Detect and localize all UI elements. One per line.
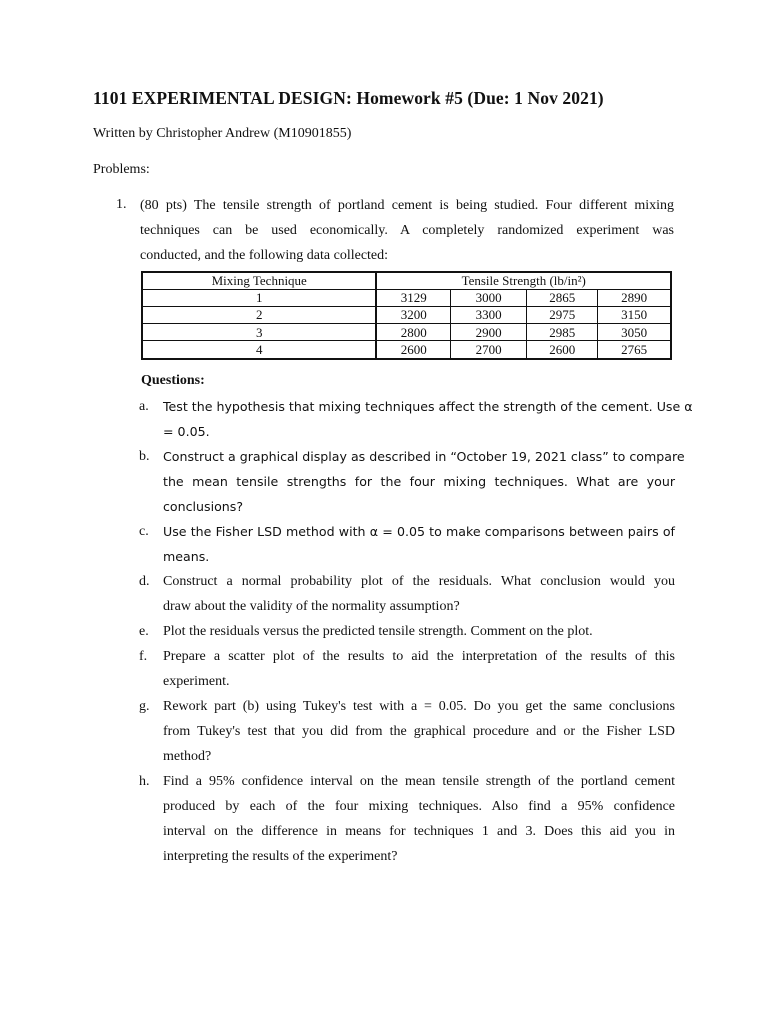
problem-line: conducted, and the following data collected: [140, 248, 389, 263]
question-item [139, 619, 675, 644]
cell-tensile-value: 3200 [376, 306, 450, 323]
question-line: produced by each of the four mixing techniques. Also find a 95% confidence [163, 799, 675, 814]
question-line: Prepare a scatter plot of the results to aid the interpretation of the results of this [163, 649, 675, 664]
question-line: Rework part (b) using Tukey's test with a = 0.05. Do you get the same conclusions [163, 699, 675, 714]
cell-tensile-value: 3129 [376, 289, 450, 306]
question-line: from Tukey's test that you did from the graphical procedure and or the Fisher LSD [163, 724, 675, 739]
table-row [143, 324, 670, 341]
question-letter: e. [139, 624, 149, 639]
question-letter: g. [139, 699, 150, 714]
cell-tensile-value: 2985 [527, 324, 598, 341]
question-line: experiment. [163, 674, 230, 689]
cell-tensile-value: 2765 [621, 342, 648, 358]
question-line: Construct a normal probability plot of the residuals. What conclusion would you [163, 574, 675, 589]
cell-tensile-value: 3300 [451, 306, 527, 323]
question-text [163, 569, 675, 619]
problems-label: Problems: [93, 162, 150, 177]
problem-line: (80 pts) The tensile strength of portland cement is being studied. Four different mixing [140, 198, 674, 213]
cell-technique: 3 [143, 324, 376, 341]
question-letter: f. [139, 649, 148, 664]
question-line: conclusions? [163, 499, 244, 514]
table-body [143, 289, 670, 358]
cell-tensile-value: 2700 [451, 341, 527, 358]
cell-tensile-value: 2865 [527, 289, 598, 306]
question-letter: b. [139, 449, 150, 464]
question-text [163, 444, 685, 519]
problem-line: techniques can be used economically. A completely randomized experiment was [140, 223, 674, 238]
problem-statement [140, 193, 674, 268]
question-item [139, 444, 685, 519]
table-row [143, 289, 670, 306]
question-letter: a. [139, 399, 149, 414]
cell-tensile-value: 3000 [451, 289, 527, 306]
question-text [163, 619, 675, 644]
question-line: the mean tensile strengths for the four mixing techniques. What are your [163, 474, 675, 489]
question-letter: d. [139, 574, 150, 589]
question-line: Use the Fisher LSD method with α = 0.05 to make comparisons between pairs of [163, 524, 675, 539]
question-text [163, 644, 675, 694]
header-tensile-strength: Tensile Strength (lb/in²) [376, 273, 670, 289]
document-title: 1101 EXPERIMENTAL DESIGN: Homework #5 (Due: 1 Nov 2021) [93, 88, 604, 108]
question-line: Test the hypothesis that mixing techniques affect the strength of the cement. Use α [163, 399, 693, 414]
question-line: interval on the difference in means for techniques 1 and 3. Does this aid you in [163, 824, 675, 839]
question-text [163, 769, 675, 869]
question-line: Construct a graphical display as described in “October 19, 2021 class” to compare [163, 449, 685, 464]
data-table [143, 273, 670, 358]
table-row [143, 341, 670, 358]
problem-number: 1. [116, 197, 127, 212]
question-line: = 0.05. [163, 424, 210, 439]
question-text [163, 394, 693, 444]
question-item [139, 569, 675, 619]
table-row [143, 306, 670, 323]
question-line: interpreting the results of the experiment? [163, 849, 398, 864]
question-item [139, 694, 675, 769]
question-text [163, 519, 675, 569]
questions-label: Questions: [141, 373, 205, 388]
question-letter: h. [139, 774, 150, 789]
cell-tensile-value: 2900 [451, 324, 527, 341]
question-item [139, 769, 675, 869]
question-text [163, 694, 675, 769]
question-line: Find a 95% confidence interval on the mean tensile strength of the portland cement [163, 774, 675, 789]
questions-list [139, 394, 693, 869]
question-item [139, 644, 675, 694]
question-line: means. [163, 549, 210, 564]
cell-tensile-value: 3150 [598, 306, 670, 323]
cell-tensile-value: 2975 [527, 306, 598, 323]
question-line: method? [163, 749, 212, 764]
question-letter: c. [139, 524, 149, 539]
question-item [139, 394, 693, 444]
data-table-frame [141, 271, 672, 360]
author-line: Written by Christopher Andrew (M10901855) [93, 126, 352, 141]
cell-technique: 1 [143, 289, 376, 306]
cell-tensile-value: 2600 [376, 341, 450, 358]
cell-technique: 2 [143, 306, 376, 323]
header-mixing-technique: Mixing Technique [143, 273, 376, 289]
cell-tensile-value: 2890 [598, 289, 670, 306]
question-line: Plot the residuals versus the predicted tensile strength. Comment on the plot. [163, 624, 593, 639]
cell-technique: 4 [143, 341, 376, 358]
question-item [139, 519, 675, 569]
table-header-row [143, 273, 670, 289]
cell-tensile-value: 3050 [598, 324, 670, 341]
cell-tensile-value: 2600 [527, 341, 598, 358]
question-line: draw about the validity of the normality assumption? [163, 599, 460, 614]
cell-tensile-value: 2800 [376, 324, 450, 341]
